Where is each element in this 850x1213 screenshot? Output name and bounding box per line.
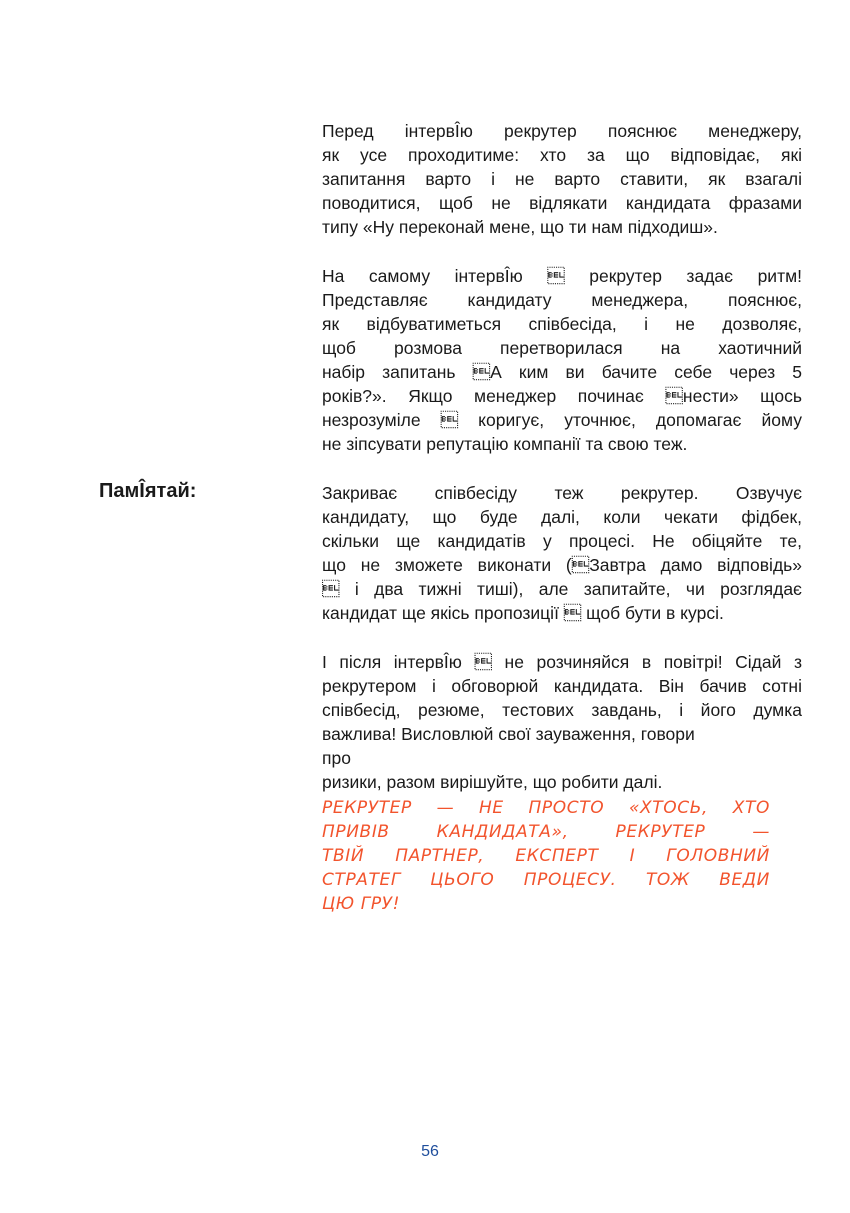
text-line: незрозуміле  коригує, уточнює, допомагає йому (322, 410, 802, 430)
text-line: набір запитань А ким ви бачите себе через 5 (322, 362, 802, 382)
text-line: як усе проходитиме: хто за що відповідає, які (322, 145, 802, 165)
text-line: що не зможете виконати (Завтра дамо відповідь» (322, 555, 802, 575)
note-line: ЦЮ ГРУ! (322, 894, 401, 914)
note-line: ПРИВІВ КАНДИДАТА», РЕКРУТЕР — (322, 822, 770, 842)
text-line: щоб розмова перетворилася на хаотичний (322, 338, 802, 358)
text-line: Представляє кандидату менеджера, пояснює, (322, 290, 802, 310)
text-line: про (322, 748, 351, 768)
text-line: поводитися, щоб не відлякати кандидата фразами (322, 193, 802, 213)
side-label-remember: ПамÎятай: (99, 480, 197, 502)
text-line: як відбуватиметься співбесіда, і не дозволяє, (322, 314, 802, 334)
paragraph-before-interview (322, 119, 802, 239)
paragraph-after-interview (322, 650, 802, 794)
text-line: ризики, разом вирішуйте, що робити далі. (322, 772, 663, 792)
text-line: типу «Ну переконай мене, що ти нам підходиш». (322, 217, 718, 237)
handwritten-note (322, 796, 770, 916)
text-line: Перед інтервÎю рекрутер пояснює менеджеру, (322, 121, 802, 141)
text-line: Закриває співбесіду теж рекрутер. Озвучує (322, 483, 802, 503)
main-text-column (322, 119, 802, 916)
paragraph-closing-interview (322, 481, 802, 625)
text-line: співбесід, резюме, тестових завдань, і його думка (322, 700, 802, 720)
text-line: важлива! Висловлюй свої зауваження, говори (322, 724, 695, 744)
text-line: років?». Якщо менеджер починає нести» щось (322, 386, 802, 406)
text-line: запитання варто і не варто ставити, як взагалі (322, 169, 802, 189)
note-line: ТВІЙ ПАРТНЕР, ЕКСПЕРТ І ГОЛОВНИЙ (322, 846, 770, 866)
note-line: СТРАТЕГ ЦЬОГО ПРОЦЕСУ. ТОЖ ВЕДИ (322, 870, 770, 890)
page-number: 56 (421, 1143, 439, 1160)
paragraph-during-interview (322, 264, 802, 456)
text-line: рекрутером і обговорюй кандидата. Він бачив сотні (322, 676, 802, 696)
text-line:  і два тижні тиші), але запитайте, чи розглядає (322, 579, 802, 599)
text-line: не зіпсувати репутацію компанії та свою теж. (322, 434, 688, 454)
note-line: РЕКРУТЕР — НЕ ПРОСТО «ХТОСЬ, ХТО (322, 798, 770, 818)
text-line: скільки ще кандидатів у процесі. Не обіцяйте те, (322, 531, 802, 551)
text-line: кандидату, що буде далі, коли чекати фідбек, (322, 507, 802, 527)
text-line: кандидат ще якісь пропозиції  щоб бути в курсі. (322, 603, 724, 623)
text-line: На самому інтервÎю  рекрутер задає ритм! (322, 266, 802, 286)
text-line: І після інтервÎю  не розчиняйся в повітрі! Сідай з (322, 652, 802, 672)
